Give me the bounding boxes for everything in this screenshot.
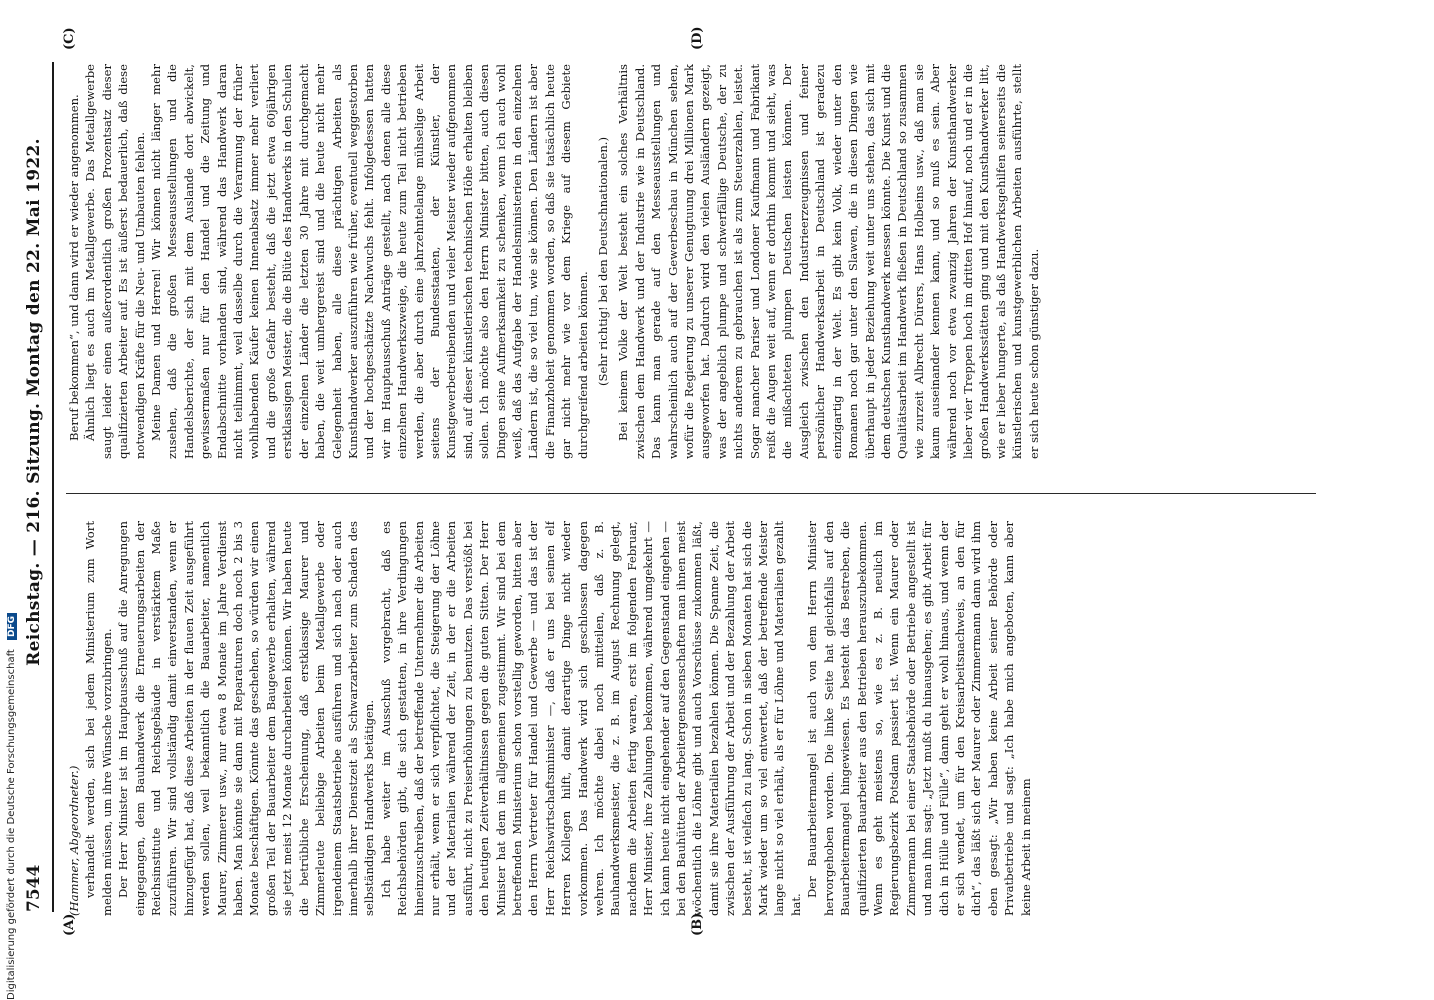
left-paragraph: Ich habe weiter im Ausschuß vorgebracht, daß es Reichsbehörden gibt, die sich gestatten, in ihre Verdingungen hineinzuschreiben, daß der betreffende Unternehmer die Arbeiten nur erhält, wenn er sich verpflichtet, die Steigerung der Löhne und der Materialien während der Zeit, in der er die Arbeiten ausführt, nicht zu Preiserhöhungen zu benutzen. Das verstößt bei den heutigen Zeitverhältnissen gegen die guten Sitten. Der Herr Minister hat dem im allgemeinen zugestimmt. Wir sind bei dem betreffenden Ministerium schon vorstellig geworden, bitten aber den Herrn Vertreter für Handel und Gewerbe — und das ist der Herr Reichswirtschaftsminister —, daß er uns bei seinen elf Herren Kollegen hilft, damit derartige Dinge nicht wieder vorkommen. Das Handwerk wird sich geschlossen dagegen wehren. Ich möchte dabei noch mitteilen, daß z. B. Bauhandwerksmeister, die z. B. im August Rechnung gelegt, nachdem die Arbeiten fertig waren, erst im folgenden Februar, Herr Minister, ihre Zahlungen bekommen, während umgekehrt — ich kann heute nicht eingehender auf den Gegenstand eingehen — bei den Bauhütten der Arbeitergenossenschaften man ihnen meist wöchentlich die Löhne gibt und auch Vorschüsse zukommen läßt, damit sie ihre Materialien bezahlen können. Die Spanne Zeit, die zwischen der Ausführung der Arbeit und der Bezahlung der Arbeit besteht, ist vielfach zu lang. Schon in sieben Monaten hat sich die Mark wieder um so viel entwertet, daß der betreffende Meister lange nicht so viel erhält, als er für Löhne und Materialien gezahlt hat.: [378, 521, 803, 916]
speaker-note: (Hammer, Abgeordneter.): [67, 765, 81, 916]
right-paragraph: Bei keinem Volke der Welt besteht ein solches Verhältnis zwischen dem Handwerk und der Industrie wie in Deutschland. Das kann man gerade auf den Messeausstellungen und wahrscheinlich auch auf der Gewerbeschau in München sehen, wofür die Regierung zu unserer Genugtuung drei Millionen Mark ausgeworfen hat. Dadurch wird den vielen Ausländern gezeigt, was der angeblich plumpe und schwerfällige Deutsche, der zu nichts anderem zu gebrauchen ist als zum Steuerzahlen, leistet. Sogar mancher Pariser und Londoner Kaufmann und Fabrikant reißt die Augen weit auf, wenn er dorthin kommt und sieht, was die mißachteten plumpen Deutschen leisten können. Der Ausgleich zwischen den Industrieerzeugnissen und feiner persönlicher Handwerksarbeit in Deutschland ist geradezu einzigartig in der Welt. Es gibt kein Volk, wieder unter den Romanen noch gar unter den Slawen, die in diesen Dingen wie überhaupt in jeder Beziehung weit unter uns stehen, das sich mit dem deutschen Kunsthandwerk messen könnte. Die Kunst und die Qualitätsarbeit im Handwerk fließen in Deutschland so zusammen wie zurzeit Albrecht Dürers, Hans Holbeins usw., daß man sie kaum auseinander kennen kann, und so muß es sein. Aber während noch vor etwa zwanzig Jahren der Kunsthandwerker lieber vier Treppen hoch im dritten Hof hinauf, noch und er in die großen Handwerksstätten ging und mit den Kunsthandwerker litt, wie er lieber hungerte, als daß Handwerksgehilfen seinerseits die künstlerischen und kunstgewerblichen Arbeiten ausführte, stellt er sich heute schon günstiger dazu.: [616, 64, 1041, 459]
interjection: (Sehr richtig! bei den Deutschnationalen.): [596, 136, 610, 387]
digitization-note: [6, 600, 20, 1000]
left-paragraph: verhandelt werden, sich bei jedem Ministerium zum Wort melden müssen, um ihre Wünsche vorzubringen.: [83, 521, 114, 916]
margin-marker-a: (A): [62, 913, 77, 936]
right-column: [66, 64, 1326, 459]
right-paragraph: Beruf bekommen“, und dann wird er wieder angenommen.: [67, 94, 81, 441]
running-head: Reichstag. — 216. Sitzung. Montag den 22. Mai 1922.: [24, 138, 44, 666]
margin-marker-c: (C): [62, 27, 77, 50]
page-number: 7544: [24, 864, 44, 912]
page-header: [18, 62, 54, 912]
right-paragraph: Meine Damen und Herren! Wir können nicht länger mehr zusehen, daß die großen Messeausstellungen und die Handelsberichte, der sich mit dem Auslande dort abwickelt, gewissermaßen nur für den Handel und die Zeitung und Endabschnitte vorhanden sind, während das Handwerk daran nicht teilnimmt, weil dasselbe durch die Verarmung der früher wohlhabenden Käufer keinen Innenabsatz immer mehr verliert und die große Gefahr besteht, daß die jetzt etwa 60jährigen erstklassigen Meister, die die Blüte des Handwerks in den Schulen der einzelnen Länder die letzten 30 Jahre mit durchgemacht haben, die weit umhergereist sind und die heute nicht mehr Gelegenheit haben, alle diese prächtigen Arbeiten als Kunsthandwerker auszuführen wie früher, eventuell weggestorben und der hochgeschätzte Nachwuchs fehlt. Infolgedessen hatten wir im Hauptausschuß Anträge gestellt, nach denen alle diese einzelnen Handwerkszweige, die heute zum Teil nicht betrieben werden, die aber durch eine jahrzehntelange mühselige Arbeit seitens der Bundesstaaten, der Künstler, der Kunstgewerbetreibenden und vieler Meister wieder aufgenommen sind, auf dieser künstlerischen technischen Höhe erhalten bleiben sollen. Ich möchte also den Herrn Minister bitten, auch diesen Dingen seine Aufmerksamkeit zu schenken, wenn ich auch wohl weiß, daß das Aufgabe der Handelsministerien in den einzelnen Ländern ist, die so viel tun, wie sie können. Den Ländern ist aber die Finanzhoheit genommen worden, so daß sie tatsächlich heute gar nicht mehr wie vor dem Kriege auf diesem Gebiete durchgreifend arbeiten können.: [149, 64, 590, 459]
margin-marker-d: (D): [690, 26, 705, 50]
column-divider: [66, 493, 1316, 494]
digitization-text: Digitalisierung gefördert durch die Deutsche Forschungsgemeinschaft: [6, 649, 17, 1000]
right-paragraph: Ähnlich liegt es auch im Metallgewerbe. Das Metallgewerbe saugt leider einen außerordentlich großen Prozentsatz dieser qualifizierten Arbeiter auf. Es ist äußerst bedauerlich, daß diese notwendigen Kräfte für die Neu- und Umbauten fehlen.: [83, 64, 147, 459]
margin-marker-b: (B): [690, 912, 705, 936]
left-paragraph: Der Bauarbeitermangel ist auch von dem Herrn Minister hervorgehoben worden. Die linke Seite hat gleichfalls auf den Bauarbeitermangel hingewiesen. Es besteht das Bestreben, die qualifizierten Bauarbeiter aus den Betrieben herauszubekommen. Wenn es geht meistens so, wie es z. B. neulich im Regierungsbezirk Potsdam passiert ist. Wenn ein Maurer oder Zimmermann bei einer Staatsbehörde oder Betriebe angestellt ist und man ihm sagt: „Jetzt mußt du hinausgehen; es gibt Arbeit für dich in Hülle und Fülle“, dann geht er wohl hinaus, und wenn der er sich wendet, um für den Kreisarbeitsnachweis, an den für dich“, das läßt sich der Maurer oder Zimmermann dann wird ihm eben gesagt: „Wir haben keine Arbeit seiner Behörde oder Privatbetriebe und sagt: „Ich habe mich angeboten, kann aber keine Arbeit in meinem: [805, 521, 1033, 916]
left-column: [66, 521, 1326, 916]
dfg-logo: DFG: [7, 613, 17, 640]
left-paragraph: Der Herr Minister ist im Hauptausschuß auf die Anregungen eingegangen, dem Bauhandwerk die Erneuerungsarbeiten der Reichsinstitute und Reichsgebäude in verstärktem Maße zuzuführen. Wir sind vollständig damit einverstanden, wenn er hinzugefügt hat, daß diese Arbeiten in der flauen Zeit ausgeführt werden sollen, weil bekanntlich die Bauarbeiter, namentlich Maurer, Zimmerer usw., nur etwa 8 Monate im Jahre Verdienst haben. Man könnte sie dann mit Reparaturen doch noch 2 bis 3 Monate beschäftigen. Könnte das geschehen, so würden wir einen großen Teil der Bauarbeiter dem Baugewerbe erhalten, während sie jetzt meist 12 Monate durcharbeiten können. Wir haben heute die betrübliche Erscheinung, daß erstklassige Maurer und Zimmerleute beliebige Arbeiten beim Metallgewerbe oder irgendeinem Staatsbetriebe ausführen und sich nach oder auch innerhalb ihrer Dienstzeit als Schwarzarbeiter zum Schaden des selbständigen Handwerks betätigen.: [116, 521, 377, 916]
